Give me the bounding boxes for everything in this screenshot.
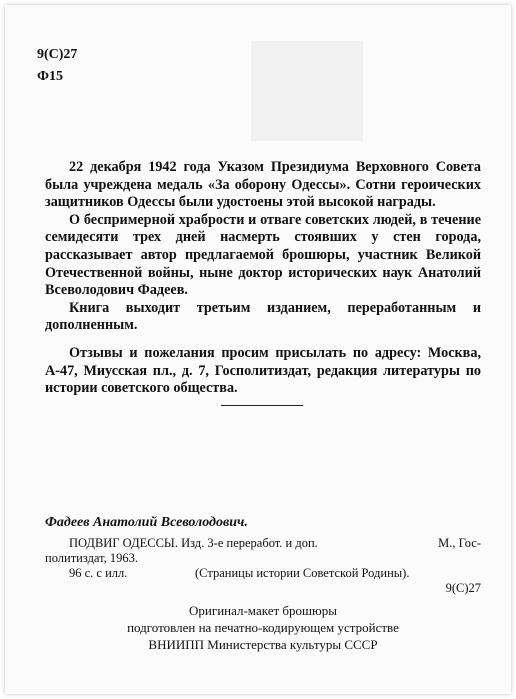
bib-title-line <box>45 536 481 551</box>
colophon <box>45 602 481 653</box>
bibliographic-record <box>45 515 481 596</box>
bib-title: ПОДВИГ ОДЕССЫ. Изд. 3-е переработ. и доп. <box>69 536 318 550</box>
bib-publisher-line: политиздат, 1963. <box>45 551 139 565</box>
colophon-line: Оригинал-макет брошюры <box>189 603 337 618</box>
divider-rule <box>221 405 303 406</box>
annotation-paragraph: Книга выходит третьим изданием, переработанным и дополненным. <box>45 299 481 334</box>
colophon-line: ВНИИПП Министерства культуры СССР <box>148 637 378 652</box>
annotation-paragraph: О беспримерной храбрости и отваге советских людей, в течение семидесяти трех дней насмерть стоявших у стен города, рассказывает автор предлагаемой брошюры, участник Великой Отечественной войны, ныне доктор исторических наук Анатолий Всеволодович Фадеев. <box>45 211 481 299</box>
author-name: Фадеев Анатолий Всеволодович. <box>45 515 248 530</box>
classification-code: 9(С)27 <box>37 47 78 62</box>
bib-publisher-start: М., Гос- <box>438 536 481 550</box>
bib-classification-code: 9(С)27 <box>445 581 481 595</box>
author-mark: Ф15 <box>37 69 64 84</box>
book-page <box>5 5 511 694</box>
bib-pages: 96 с. с илл. <box>69 566 128 580</box>
annotation-block <box>45 159 481 398</box>
colophon-line: подготовлен на печатно-кодирующем устройстве <box>127 620 399 635</box>
bib-pages-line <box>45 566 481 581</box>
bib-series: (Страницы истории Советской Родины). <box>195 566 410 580</box>
stamp-placeholder <box>251 41 363 141</box>
annotation-paragraph: 22 декабря 1942 года Указом Президиума Верховного Совета была учреждена медаль «За оборону Одессы». Сотни героических защитников Одессы были удостоены этой высокой награды. <box>45 159 481 211</box>
address-paragraph: Отзывы и пожелания просим присылать по адресу: Москва, А-47, Миусская пл., д. 7, Госполитиздат, редакция литературы по истории советского общества. <box>45 344 481 397</box>
